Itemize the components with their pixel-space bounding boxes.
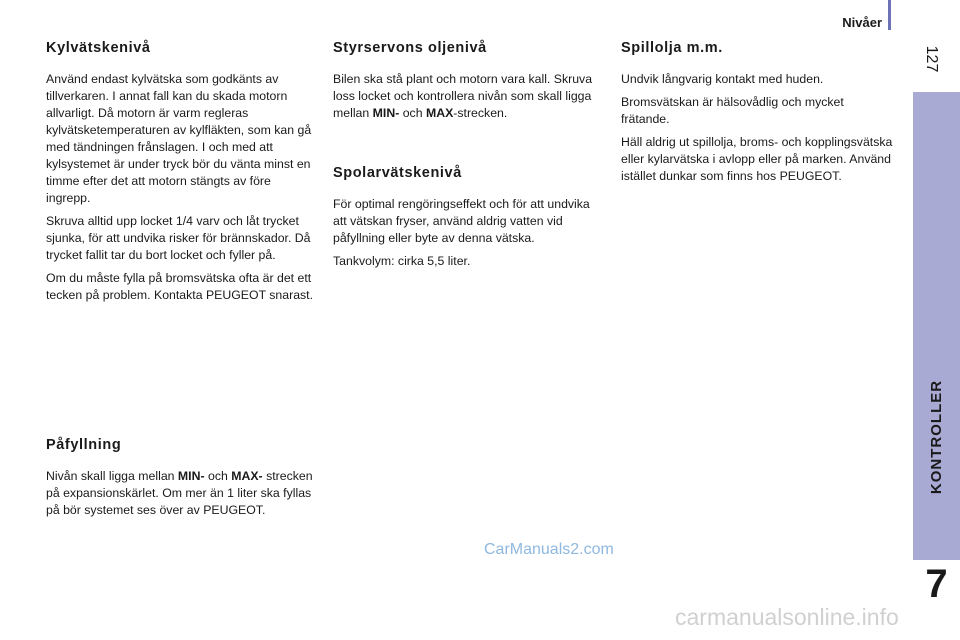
- page-section-title: Nivåer: [842, 15, 882, 30]
- max-marker-label: MAX: [425, 106, 454, 120]
- text-run: -strecken.: [453, 106, 508, 120]
- section-spillolja: [621, 40, 893, 185]
- text-run: Bilen ska stå plant och motorn vara kall. Skruva loss locket och kontrollera nivån som skall ligga mellan: [333, 72, 593, 120]
- paragraph: Om du måste fylla på bromsvätska ofta är det ett tecken på problem. Kontakta PEUGEOT snarast.: [46, 271, 314, 302]
- section-spolarvatskeniva: [333, 165, 605, 270]
- paragraph: Skruva alltid upp locket 1/4 varv och låt trycket sjunka, för att undvika risker för brännskador. Då trycket fallit tar du bort locket och fyller på.: [46, 214, 311, 262]
- paragraph: [333, 71, 605, 122]
- section-heading: Spillolja m.m.: [621, 40, 723, 56]
- column-2: [333, 40, 605, 276]
- section-kylvatskeniva: [46, 40, 318, 304]
- section-heading: Påfyllning: [46, 437, 122, 453]
- text-run: och: [399, 106, 426, 120]
- section-heading: Styrservons oljenivå: [333, 40, 487, 56]
- watermark-carmanuals2: CarManuals2.com: [484, 541, 614, 558]
- column-3: [621, 40, 893, 191]
- paragraph: Bromsvätskan är hälsovådlig och mycket frätande.: [621, 95, 844, 126]
- paragraph: [46, 468, 318, 519]
- header-accent-bar: [888, 0, 891, 30]
- min-marker-label: MIN-: [177, 469, 205, 483]
- text-run: och: [204, 469, 232, 483]
- paragraph: Häll aldrig ut spillolja, broms- och kopplingsvätska eller kylarvätska i avlopp eller på marken. Använd istället dunkar som finns hos PEUGEOT.: [621, 135, 893, 183]
- text-run: strecken på expansionskärlet. Om mer än 1 liter ska fyllas på bör systemet ses över av PEUGEOT.: [46, 469, 313, 517]
- min-marker-label: MIN-: [372, 106, 400, 120]
- paragraph: Använd endast kylvätska som godkänts av tillverkaren. I annat fall kan du skada motorn allvarligt. Då motorn är varm regleras kylvätsketemperaturen av kylfläkten, som kan gå med tändningen frånslagen. I och med att kylsystemet är under tryck bör du vänta minst en timme efter det att motorn stängts av före ingrepp.: [46, 72, 312, 205]
- section-heading: Kylvätskenivå: [46, 40, 151, 56]
- page-number: 127: [923, 45, 940, 73]
- watermark-carmanualsonline: carmanualsonline.info: [675, 604, 899, 630]
- paragraph: För optimal rengöringseffekt och för att undvika att vätskan fryser, använd aldrig vatten vid påfyllning eller byte av denna vätska.: [333, 197, 590, 245]
- text-run: Nivån skall ligga mellan: [46, 469, 178, 483]
- paragraph: Tankvolym: cirka 5,5 liter.: [333, 254, 471, 268]
- section-styrservons-oljeniva: [333, 40, 605, 122]
- max-marker-label: MAX-: [231, 469, 263, 483]
- paragraph: Undvik långvarig kontakt med huden.: [621, 72, 824, 86]
- column-1: [46, 40, 318, 310]
- chapter-side-tab-label: KONTROLLER: [928, 379, 945, 495]
- section-pafyllning: [46, 437, 318, 525]
- chapter-number: 7: [925, 562, 948, 606]
- section-heading: Spolarvätskenivå: [333, 165, 462, 181]
